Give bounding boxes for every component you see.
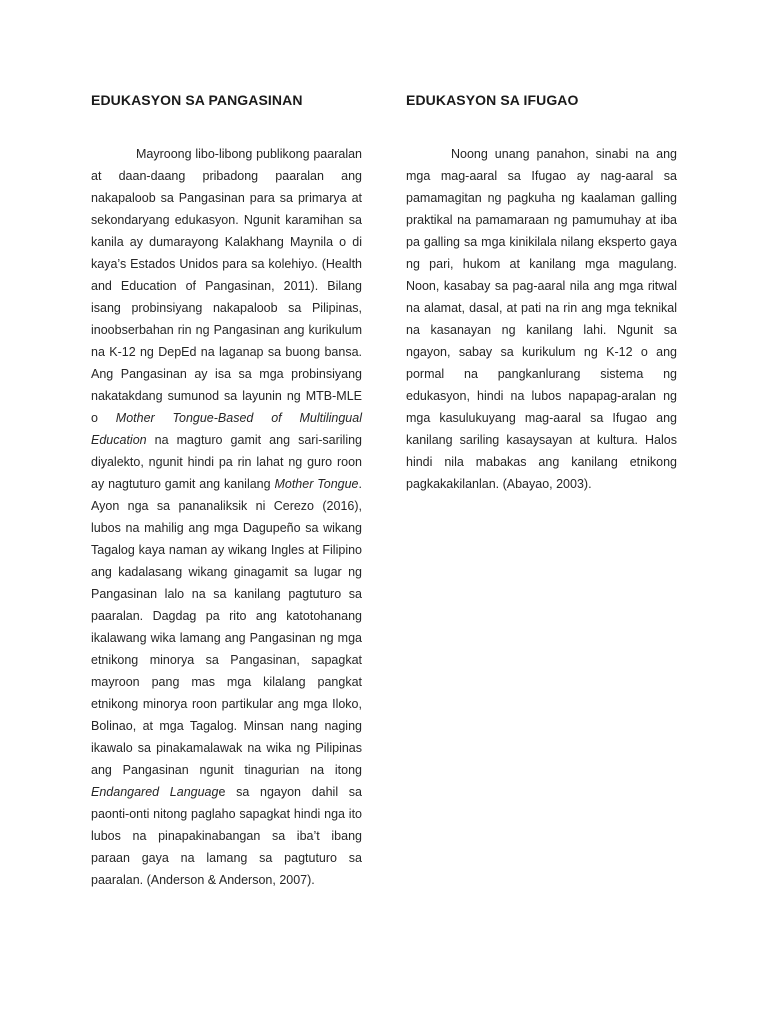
pangasinan-text-part-1: Mayroong libo-libong publikong paaralan at daan-daang pribadong paaralan ang nakapaloob sa Pangasinan para sa primarya at sekondaryang edukasyon. Ngunit karamihan sa kanila ay dumarayong Kalakhang Maynila o di kaya’s Estados Unidos para sa kolehiyo. (Health and Education of Pangasinan, 2011). Bilang isang probinsiyang nakapaloob sa Pilipinas, inoobserbahan rin ng Pangasinan ang kurikulum na K-12 ng DepEd na laganap sa buong bansa. Ang Pangasinan ay isa sa mga probinsiyang nakatakdang sumunod sa layunin ng MTB-MLE o bbox=[91, 147, 362, 425]
pangasinan-text-part-3: . Ayon nga sa pananaliksik ni Cerezo (2016), lubos na mahilig ang mga Dagupeño sa wikang Tagalog kaya naman ay wikang Ingles at Filipino ang kadalasang wikang ginagamit sa lugar ng Pangasinan lalo na sa kanilang pagtuturo sa paaralan. Dagdag pa rito ang katotohanang ikalawang wika lamang ang Pangasinan ng mga etnikong minorya sa Pangasinan, sapagkat mayroon pang mas mga kilalang pangkat etnikong minorya roon partikular ang mga Iloko, Bolinao, at mga Tagalog. Minsan nang naging ikawalo sa pinakamalawak na wika ng Pilipinas ang Pangasinan ngunit tinagurian na itong bbox=[91, 477, 362, 777]
pangasinan-italic-mtb-mle: Mother Tongue-Based of Multilingual Education bbox=[91, 411, 362, 447]
pangasinan-italic-endangered-language: Endangared Languag bbox=[91, 785, 219, 799]
ifugao-paragraph: Noong unang panahon, sinabi na ang mga mag-aaral sa Ifugao ay nag-aaral sa pamamagitan ng pagkuha ng kaalaman galling praktikal na pamamaraan ng pamumuhay at iba pa galling sa mga kinikilala nilang eksperto gaya ng pari, hukom at kanilang mga magulang. Noon, kasabay sa pag-aaral nila ang mga ritwal na alamat, dasal, at pati na rin ang mga teknikal na kasanayan ng kanilang lahi. Ngunit sa ngayon, sabay sa kurikulum ng K-12 o ang pormal na pangkanlurang sistema ng edukasyon, hindi na lubos napapag-aralan ng mga kasulukuyang mag-aaral sa Ifugao ang kanilang sariling kasaysayan at kultura. Halos hindi nila mabakas ang kanilang etnikong pagkakakilanlan. (Abayao, 2003). bbox=[406, 147, 677, 491]
pangasinan-text-part-2: na magturo gamit ang sari-sariling diyalekto, ngunit hindi pa rin lahat ng guro roon ay nagtuturo gamit ang kanilang bbox=[91, 433, 362, 491]
pangasinan-italic-mother-tongue: Mother Tongue bbox=[274, 477, 359, 491]
pangasinan-heading: EDUKASYON SA PANGASINAN bbox=[91, 92, 303, 108]
ifugao-heading: EDUKASYON SA IFUGAO bbox=[406, 92, 579, 108]
pangasinan-text-part-4: e sa ngayon dahil sa paonti-onti nitong paglaho sapagkat hindi nga ito lubos na pinapakinabangan sa iba’t ibang paraan gaya na lamang sa pagtuturo sa paaralan. (Anderson & Anderson, 2007). bbox=[91, 785, 362, 887]
pangasinan-paragraph bbox=[91, 143, 362, 891]
